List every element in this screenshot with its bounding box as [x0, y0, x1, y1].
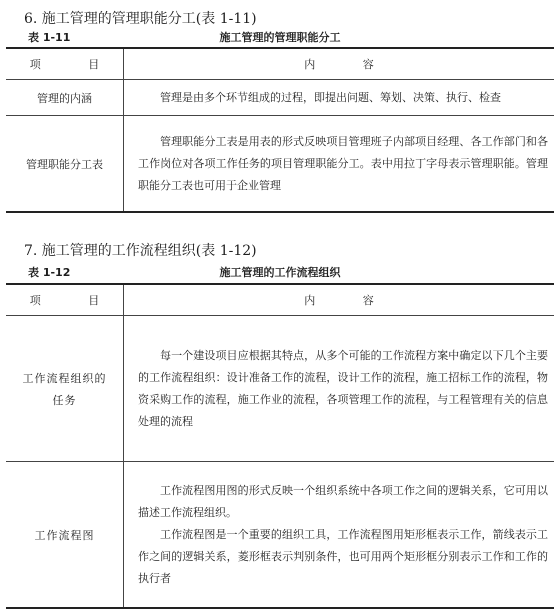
- content-paragraph: 管理职能分工表是用表的形式反映项目管理班子内部项目经理、各工作部门和各工作岗位对各项工作任务的项目管理职能分工。表中用拉丁字母表示管理职能。管理职能分工表也可用于企业管理: [138, 134, 548, 192]
- row-content: [124, 80, 555, 116]
- header-item: 项 目: [6, 284, 124, 316]
- table-header-row: [6, 48, 554, 80]
- table-row: [6, 80, 554, 116]
- table-title: 施工管理的工作流程组织: [219, 266, 341, 279]
- row-content: [124, 116, 555, 213]
- header-content: 内 容: [124, 284, 555, 316]
- row-item-label: 管理职能分工表: [6, 116, 124, 213]
- section-heading-6: 6. 施工管理的管理职能分工(表 1-11): [24, 11, 257, 27]
- content-paragraph: 每一个建设项目应根据其特点，从多个可能的工作流程方案中确定以下几个主要的工作流程组织：设计准备工作的流程，设计工作的流程，施工招标工作的流程，物资采购工作的流程，施工作业的流程，各项管理工作的流程，与工程管理有关的信息处理的流程: [138, 348, 548, 428]
- row-content: [124, 462, 555, 609]
- row-item-label: 工作流程图: [6, 462, 124, 609]
- content-paragraph: 管理是由多个环节组成的过程，即提出问题、筹划、决策、执行、检查: [160, 90, 501, 104]
- table-row: [6, 316, 554, 462]
- table-number: 表 1-12: [28, 266, 71, 279]
- row-item-label: 管理的内涵: [6, 80, 124, 116]
- table-caption: [6, 27, 554, 47]
- table-number: 表 1-11: [28, 31, 71, 44]
- section-heading-7: 7. 施工管理的工作流程组织(表 1-12): [24, 243, 257, 259]
- table-caption: [6, 262, 554, 282]
- table-title: 施工管理的管理职能分工: [219, 31, 341, 44]
- table-management-division: [6, 47, 554, 213]
- header-content: 内 容: [124, 48, 555, 80]
- content-paragraph: 工作流程图是一个重要的组织工具，工作流程图用矩形框表示工作，箭线表示工作之间的逻辑关系，菱形框表示判别条件，也可用两个矩形框分别表示工作和工作的执行者: [138, 527, 548, 585]
- table-header-row: [6, 284, 554, 316]
- table-row: [6, 116, 554, 213]
- row-item-label: [6, 316, 124, 462]
- table-workflow-organization: [6, 283, 554, 609]
- header-item: 项 目: [6, 48, 124, 80]
- table-row: [6, 462, 554, 609]
- content-paragraph: 工作流程图用图的形式反映一个组织系统中各项工作之间的逻辑关系，它可用以描述工作流程组织。: [138, 483, 548, 519]
- row-content: [124, 316, 555, 462]
- row-item-label-line: 任务: [52, 393, 77, 407]
- row-item-label-line: 工作流程组织的: [22, 371, 107, 385]
